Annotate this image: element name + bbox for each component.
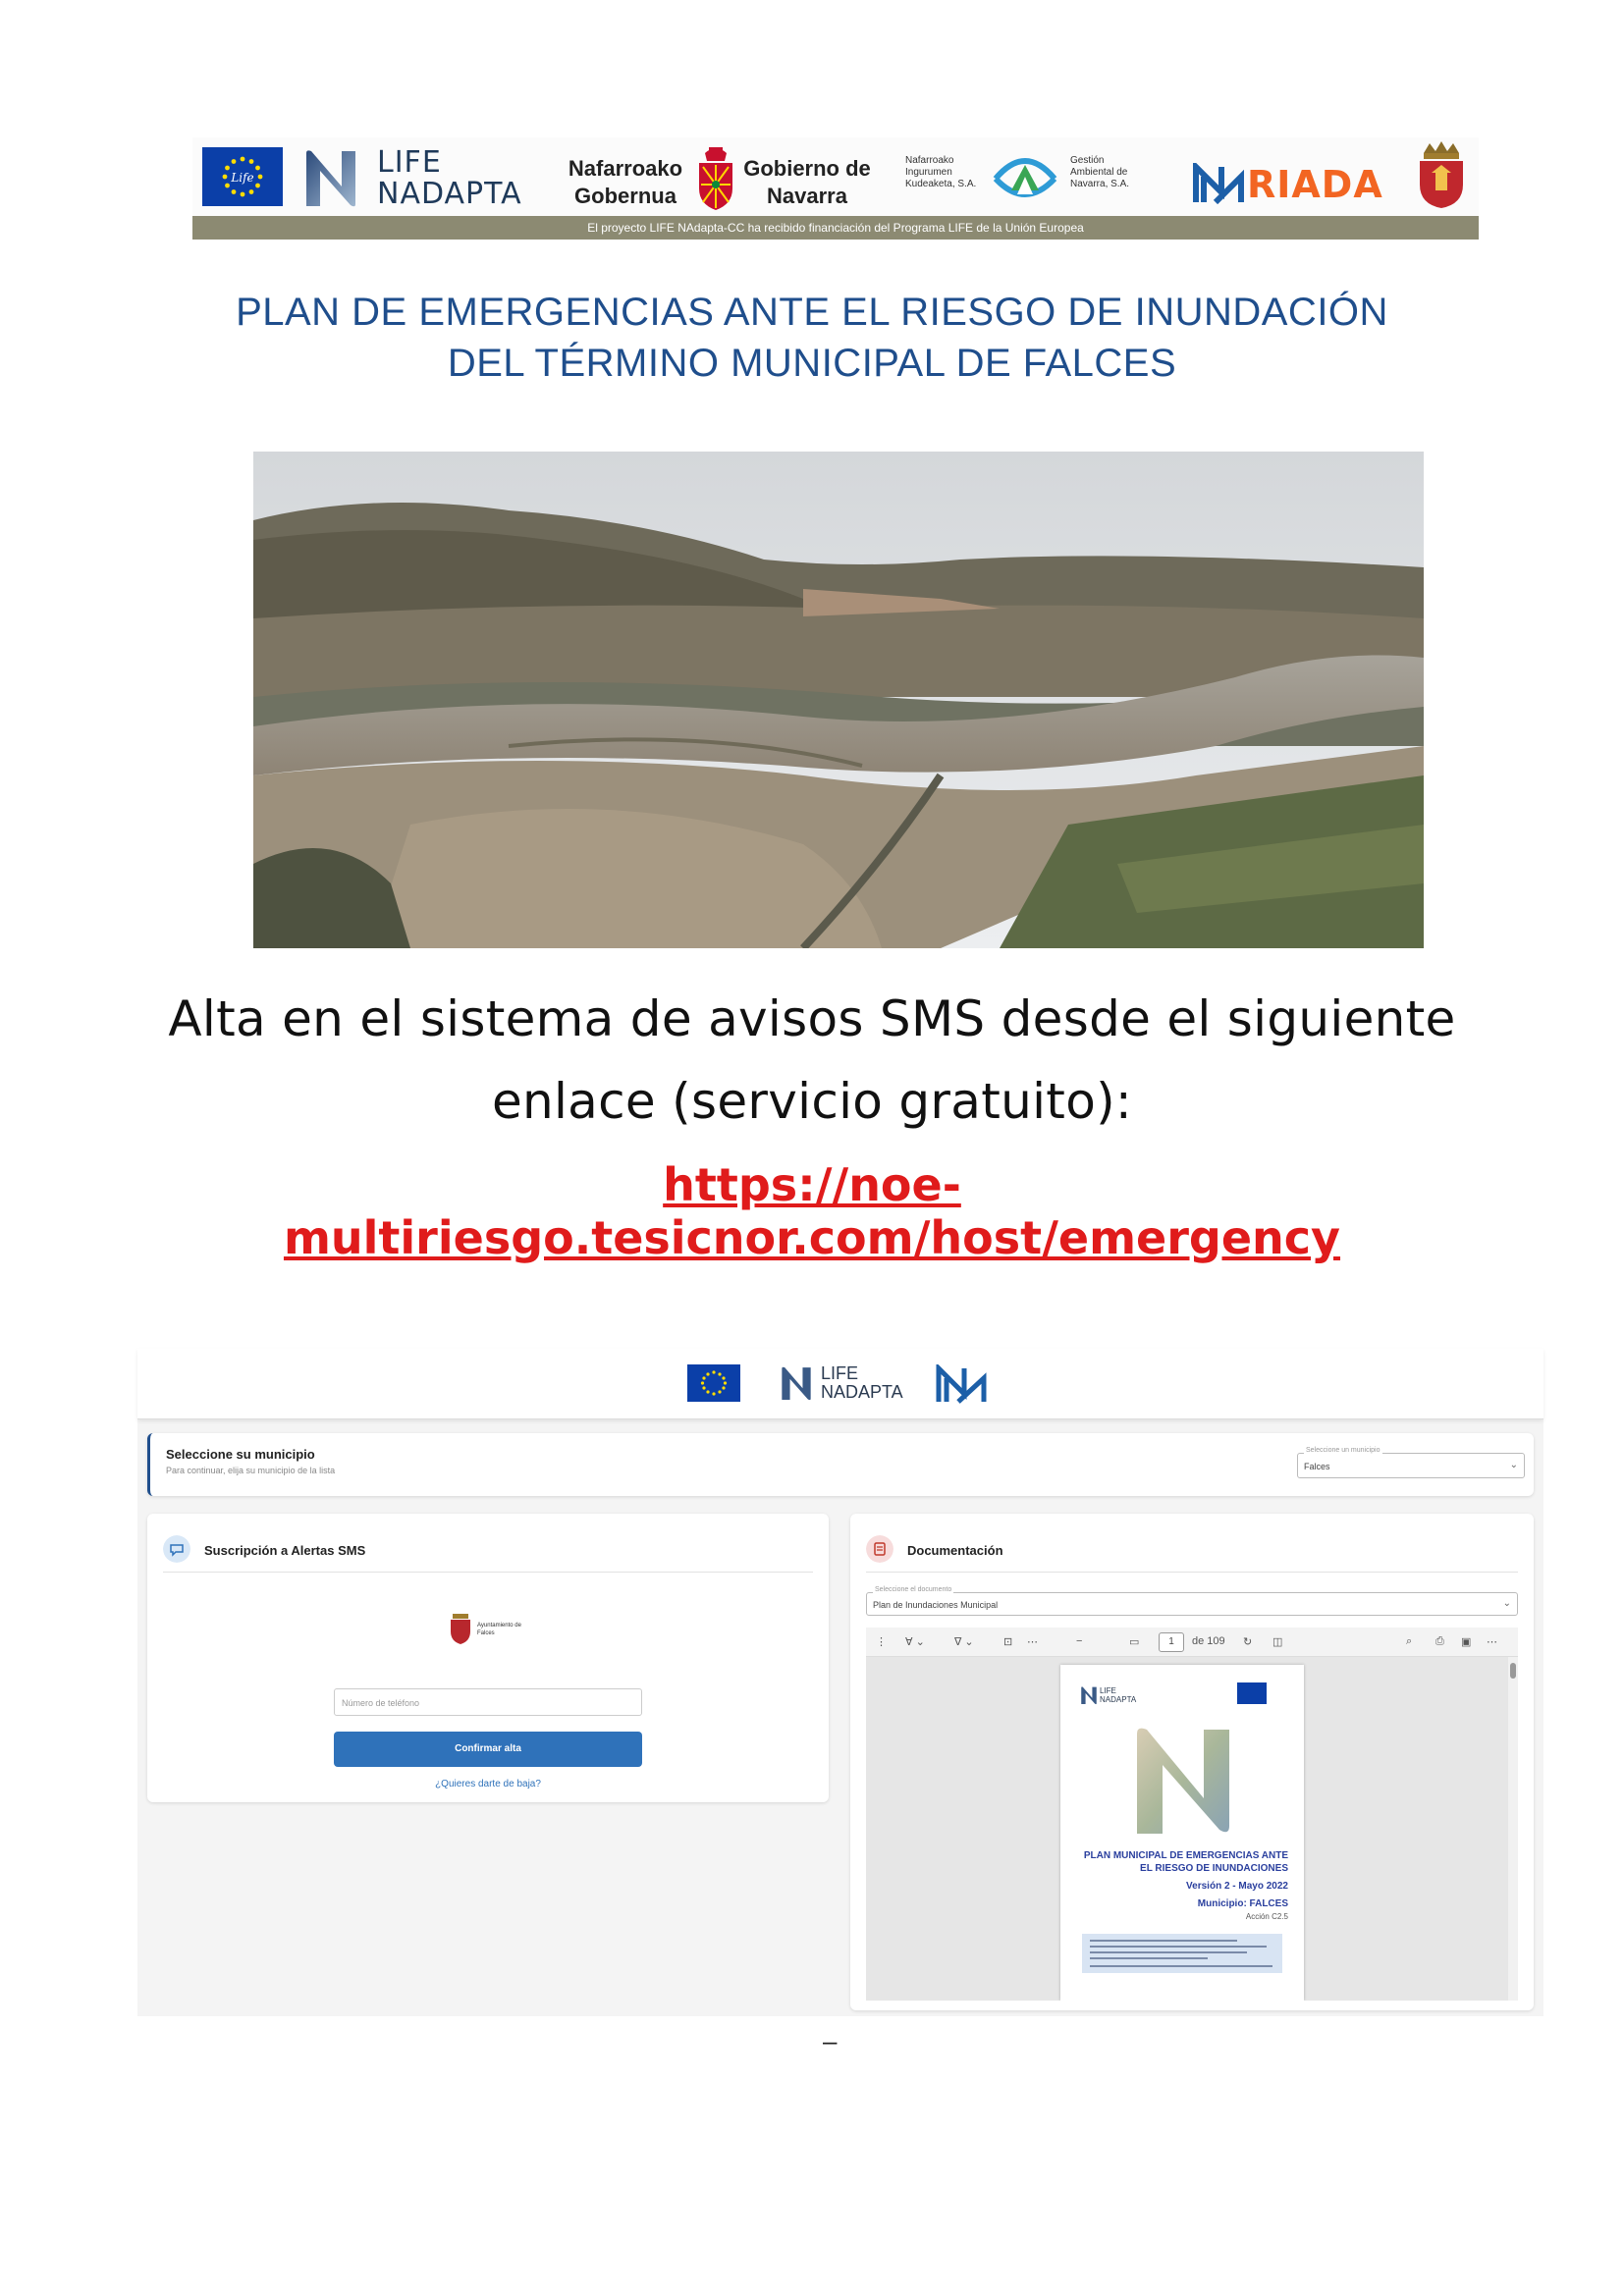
svg-text:Life: Life	[231, 171, 254, 185]
page-logo-text: LIFE NADAPTA	[1100, 1686, 1137, 1704]
sms-signup-link[interactable]: https://noe-multiriesgo.tesicnor.com/host/emergency	[283, 1158, 1341, 1264]
sms-line-2: enlace (servicio gratuito):	[491, 1073, 1133, 1130]
life-nadapta-logo	[302, 143, 528, 212]
sidebar-toggle-icon[interactable]: ⋮	[876, 1636, 887, 1648]
nadapta-n-icon	[302, 147, 359, 208]
municipality-select-label: Seleccione un municipio	[1306, 1447, 1380, 1454]
cover-info-box	[1082, 1934, 1282, 1973]
falces-crest-icon	[1414, 139, 1469, 210]
highlight-icon[interactable]: ∀ ⌄	[905, 1636, 925, 1648]
doc-card-header	[866, 1529, 1518, 1573]
title-line-1: PLAN DE EMERGENCIAS ANTE EL RIESGO DE INUNDACIÓN	[236, 291, 1388, 334]
rotate-icon[interactable]: ↻	[1243, 1636, 1253, 1648]
municipality-title: Seleccione su municipio	[166, 1447, 315, 1462]
document-title	[137, 287, 1487, 389]
print-icon[interactable]: ⎙	[1435, 1635, 1444, 1647]
documentation-card	[850, 1514, 1534, 2010]
cover-title-line-1: PLAN MUNICIPAL DE EMERGENCIAS ANTE	[1083, 1850, 1288, 1861]
unsubscribe-link[interactable]: ¿Quieres darte de baja?	[435, 1779, 541, 1789]
municipality-subtitle: Para continuar, elija su municipio de la lista	[166, 1466, 336, 1475]
nadapta-n-icon	[780, 1364, 813, 1402]
save-icon[interactable]: ▣	[1461, 1636, 1472, 1648]
chevron-down-icon: ⌄	[1509, 1460, 1518, 1470]
riada-n-icon	[1192, 163, 1245, 204]
confirm-signup-button[interactable]: Confirmar alta	[334, 1732, 642, 1767]
municipality-select[interactable]	[1297, 1447, 1525, 1478]
pdf-scrollbar[interactable]	[1508, 1657, 1518, 2001]
title-line-2: DEL TÉRMINO MUNICIPAL DE FALCES	[447, 342, 1177, 385]
page-total: de 109	[1192, 1635, 1225, 1647]
sms-subscription-card	[147, 1514, 829, 1802]
nadapta-n-icon	[1080, 1684, 1098, 1706]
two-page-icon[interactable]: ◫	[1272, 1636, 1283, 1648]
nafarroako-gobernua-text: Nafarroako Gobernua	[568, 156, 683, 208]
gan-basque-text: Nafarroako Ingurumen Kudeaketa, S.A.	[905, 155, 977, 189]
gobierno-navarra-logo	[562, 141, 876, 214]
more-icon[interactable]: ⋯	[1487, 1636, 1497, 1648]
navarra-crest-icon	[695, 143, 736, 212]
chevron-down-icon: ⌄	[1502, 1598, 1511, 1609]
more-tools-icon[interactable]: ⋯	[1027, 1636, 1038, 1648]
falces-crest-icon	[448, 1612, 473, 1645]
pdf-viewer[interactable]	[866, 1657, 1518, 2001]
page-number-input[interactable]: 1	[1159, 1632, 1184, 1652]
cover-version: Versión 2 - Mayo 2022	[1186, 1881, 1288, 1892]
gan-icon	[988, 151, 1062, 200]
life-nadapta-logo	[780, 1361, 907, 1406]
riada-text: RIADA	[1247, 163, 1383, 206]
doc-card-title: Documentación	[907, 1543, 1003, 1558]
logo-banner	[192, 137, 1479, 240]
flood-aerial-photo	[253, 452, 1424, 948]
life-nadapta-text: LIFE NADAPTA	[821, 1363, 903, 1402]
web-app-screenshot	[137, 1349, 1543, 2016]
text-icon[interactable]: ⊡	[1003, 1636, 1013, 1648]
document-select[interactable]	[866, 1586, 1518, 1616]
gobierno-navarra-text: Gobierno de Navarra	[743, 156, 871, 208]
pdf-toolbar	[866, 1628, 1518, 1657]
nadapta-n-icon	[1129, 1722, 1237, 1838]
eu-flag-icon	[687, 1364, 740, 1402]
cover-title	[1070, 1849, 1288, 1875]
document-select-label: Seleccione el documento	[875, 1586, 952, 1593]
eu-flag-icon	[1237, 1682, 1267, 1704]
zoom-out-icon[interactable]: −	[1076, 1635, 1083, 1647]
ayuntamiento-logo	[448, 1612, 546, 1651]
life-nadapta-logo	[1080, 1682, 1139, 1708]
sms-card-header	[163, 1529, 813, 1573]
riada-n-icon	[935, 1364, 990, 1404]
ayuntamiento-text: Ayuntamiento de Falces	[477, 1623, 521, 1636]
sms-line-1: Alta en el sistema de avisos SMS desde el siguiente	[168, 990, 1456, 1047]
funding-note: El proyecto LIFE NAdapta-CC ha recibido financiación del Programa LIFE de la Unión Europea	[192, 216, 1479, 240]
municipality-card	[147, 1433, 1534, 1496]
municipality-select-value: Falces	[1304, 1462, 1330, 1471]
chat-icon	[163, 1535, 190, 1563]
life-nadapta-text: LIFE NADAPTA	[377, 145, 522, 211]
eu-flag-icon	[202, 147, 283, 206]
gan-spanish-text: Gestión Ambiental de Navarra, S.A.	[1070, 155, 1130, 189]
cover-action: Acción C2.5	[1245, 1912, 1288, 1921]
sms-card-title: Suscripción a Alertas SMS	[204, 1543, 366, 1558]
cover-municipality: Municipio: FALCES	[1197, 1898, 1288, 1909]
riada-logo	[1192, 161, 1388, 206]
fit-page-icon[interactable]: ▭	[1129, 1636, 1140, 1648]
search-icon[interactable]: ⌕	[1406, 1635, 1413, 1647]
draw-icon[interactable]: ∇ ⌄	[954, 1636, 974, 1648]
cover-title-line-2: EL RIESGO DE INUNDACIONES	[1140, 1863, 1288, 1874]
app-header	[137, 1349, 1543, 1419]
footer-mark: –	[823, 2026, 838, 2056]
document-icon	[866, 1535, 893, 1563]
sms-signup-text	[157, 978, 1467, 1143]
document-select-value: Plan de Inundaciones Municipal	[873, 1600, 999, 1610]
phone-number-input[interactable]: Número de teléfono	[334, 1688, 642, 1716]
pdf-cover-page	[1060, 1665, 1304, 2001]
gan-logo	[905, 151, 1161, 210]
